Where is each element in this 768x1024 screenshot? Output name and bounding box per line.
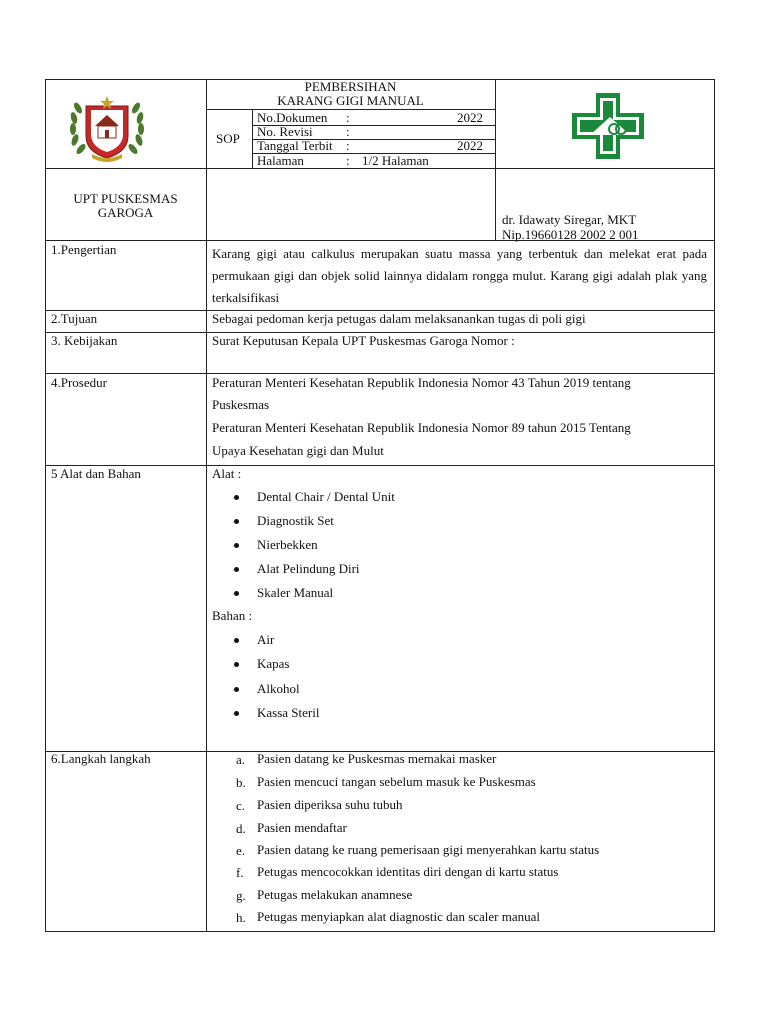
section-label-prosedur: 4.Prosedur — [51, 375, 107, 390]
step-text: Pasien mendaftar — [257, 820, 347, 835]
section-label-langkah: 6.Langkah langkah — [51, 751, 151, 766]
step-text: Petugas melakukan anamnese — [257, 887, 413, 902]
section-label-alat-bahan: 5 Alat dan Bahan — [51, 466, 141, 481]
step-text: Pasien diperiksa suhu tubuh — [257, 797, 403, 812]
prosedur-line: Puskesmas — [212, 397, 270, 412]
meta-colon: : — [346, 138, 350, 153]
sop-label: SOP — [216, 131, 240, 146]
list-item: Alat Pelindung Diri — [257, 561, 360, 576]
bullet-icon — [234, 638, 239, 643]
meta-label: Halaman — [257, 153, 304, 168]
organization-name-line-2: GAROGA — [97, 205, 154, 220]
step-text: Petugas mencocokkan identitas diri dengan di kartu status — [257, 864, 559, 879]
prosedur-line: Peraturan Menteri Kesehatan Republik Indonesia Nomor 89 tahun 2015 Tentang — [212, 420, 631, 435]
list-item: Diagnostik Set — [257, 513, 334, 528]
section-text-kebijakan: Surat Keputusan Kepala UPT Puskesmas Garoga Nomor : — [212, 333, 515, 348]
signatory-name: dr. Idawaty Siregar, MKT — [502, 212, 637, 227]
prosedur-line: Upaya Kesehatan gigi dan Mulut — [212, 443, 384, 458]
table-border-right — [714, 79, 715, 932]
step-marker: b. — [236, 775, 246, 790]
table-border-bottom — [45, 931, 715, 932]
prosedur-line: Peraturan Menteri Kesehatan Republik Indonesia Nomor 43 Tahun 2019 tentang — [212, 375, 631, 390]
signatory-nip: Nip.19660128 2002 2 001 — [502, 227, 639, 242]
step-marker: f. — [236, 865, 244, 880]
bullet-icon — [234, 519, 239, 524]
bullet-icon — [234, 495, 239, 500]
list-item: Air — [257, 632, 275, 647]
list-item: Nierbekken — [257, 537, 318, 552]
meta-label: No. Revisi — [257, 124, 313, 139]
step-marker: e. — [236, 843, 246, 858]
row-divider-5 — [45, 465, 715, 466]
meta-colon: : — [346, 124, 350, 139]
document-title-line-1: PEMBERSIHAN — [304, 79, 397, 94]
header-right-divider — [495, 79, 496, 240]
bullet-icon — [234, 711, 239, 716]
bahan-heading: Bahan : — [212, 608, 253, 623]
list-item: Dental Chair / Dental Unit — [257, 489, 395, 504]
alat-heading: Alat : — [212, 466, 242, 481]
title-bottom-line — [206, 109, 495, 110]
puskesmas-logo — [570, 91, 646, 161]
list-item: Alkohol — [257, 681, 300, 696]
meta-colon: : — [346, 110, 350, 125]
step-marker: a. — [236, 752, 246, 767]
meta-value: 1/2 Halaman — [362, 153, 429, 168]
step-text: Pasien datang ke ruang pemerisaan gigi menyerahkan kartu status — [257, 842, 600, 857]
list-item: Kapas — [257, 656, 290, 671]
section-label-kebijakan: 3. Kebijakan — [51, 333, 118, 348]
meta-label: No.Dokumen — [257, 110, 328, 125]
regency-emblem-icon — [62, 88, 152, 166]
meta-colon: : — [346, 153, 350, 168]
regency-emblem-logo — [62, 88, 152, 166]
bullet-icon — [234, 591, 239, 596]
section-label-tujuan: 2.Tujuan — [51, 311, 98, 326]
step-text: Pasien datang ke Puskesmas memakai masker — [257, 751, 497, 766]
row-divider-4 — [45, 373, 715, 374]
step-marker: d. — [236, 821, 246, 836]
step-marker: g. — [236, 888, 246, 903]
section-text-pengertian: Karang gigi atau calkulus merupakan suatu massa yang terbentuk dan melekat erat pada permukaan gigi dan objek solid lainnya didalam rongga mulut. Karang gigi adalah plak yang terkalsifikasi — [212, 246, 707, 305]
step-text: Petugas menyiapkan alat diagnostic dan scaler manual — [257, 909, 541, 924]
bullet-icon — [234, 662, 239, 667]
section-label-pengertian: 1.Pengertian — [51, 242, 117, 257]
step-marker: h. — [236, 910, 246, 925]
green-cross-icon — [570, 91, 646, 161]
document-title-line-2: KARANG GIGI MANUAL — [277, 93, 424, 108]
list-item: Kassa Steril — [257, 705, 320, 720]
bullet-icon — [234, 687, 239, 692]
step-text: Pasien mencuci tangan sebelum masuk ke Puskesmas — [257, 774, 536, 789]
organization-name-line-1: UPT PUSKESMAS — [73, 191, 178, 206]
meta-label: Tanggal Terbit — [257, 138, 333, 153]
meta-value: 2022 — [457, 138, 483, 153]
step-marker: c. — [236, 798, 246, 813]
bullet-icon — [234, 567, 239, 572]
bullet-icon — [234, 543, 239, 548]
list-item: Skaler Manual — [257, 585, 334, 600]
meta-value: 2022 — [457, 110, 483, 125]
section-text-tujuan: Sebagai pedoman kerja petugas dalam melaksanankan tugas di poli gigi — [212, 311, 586, 326]
column-divider — [206, 79, 207, 932]
